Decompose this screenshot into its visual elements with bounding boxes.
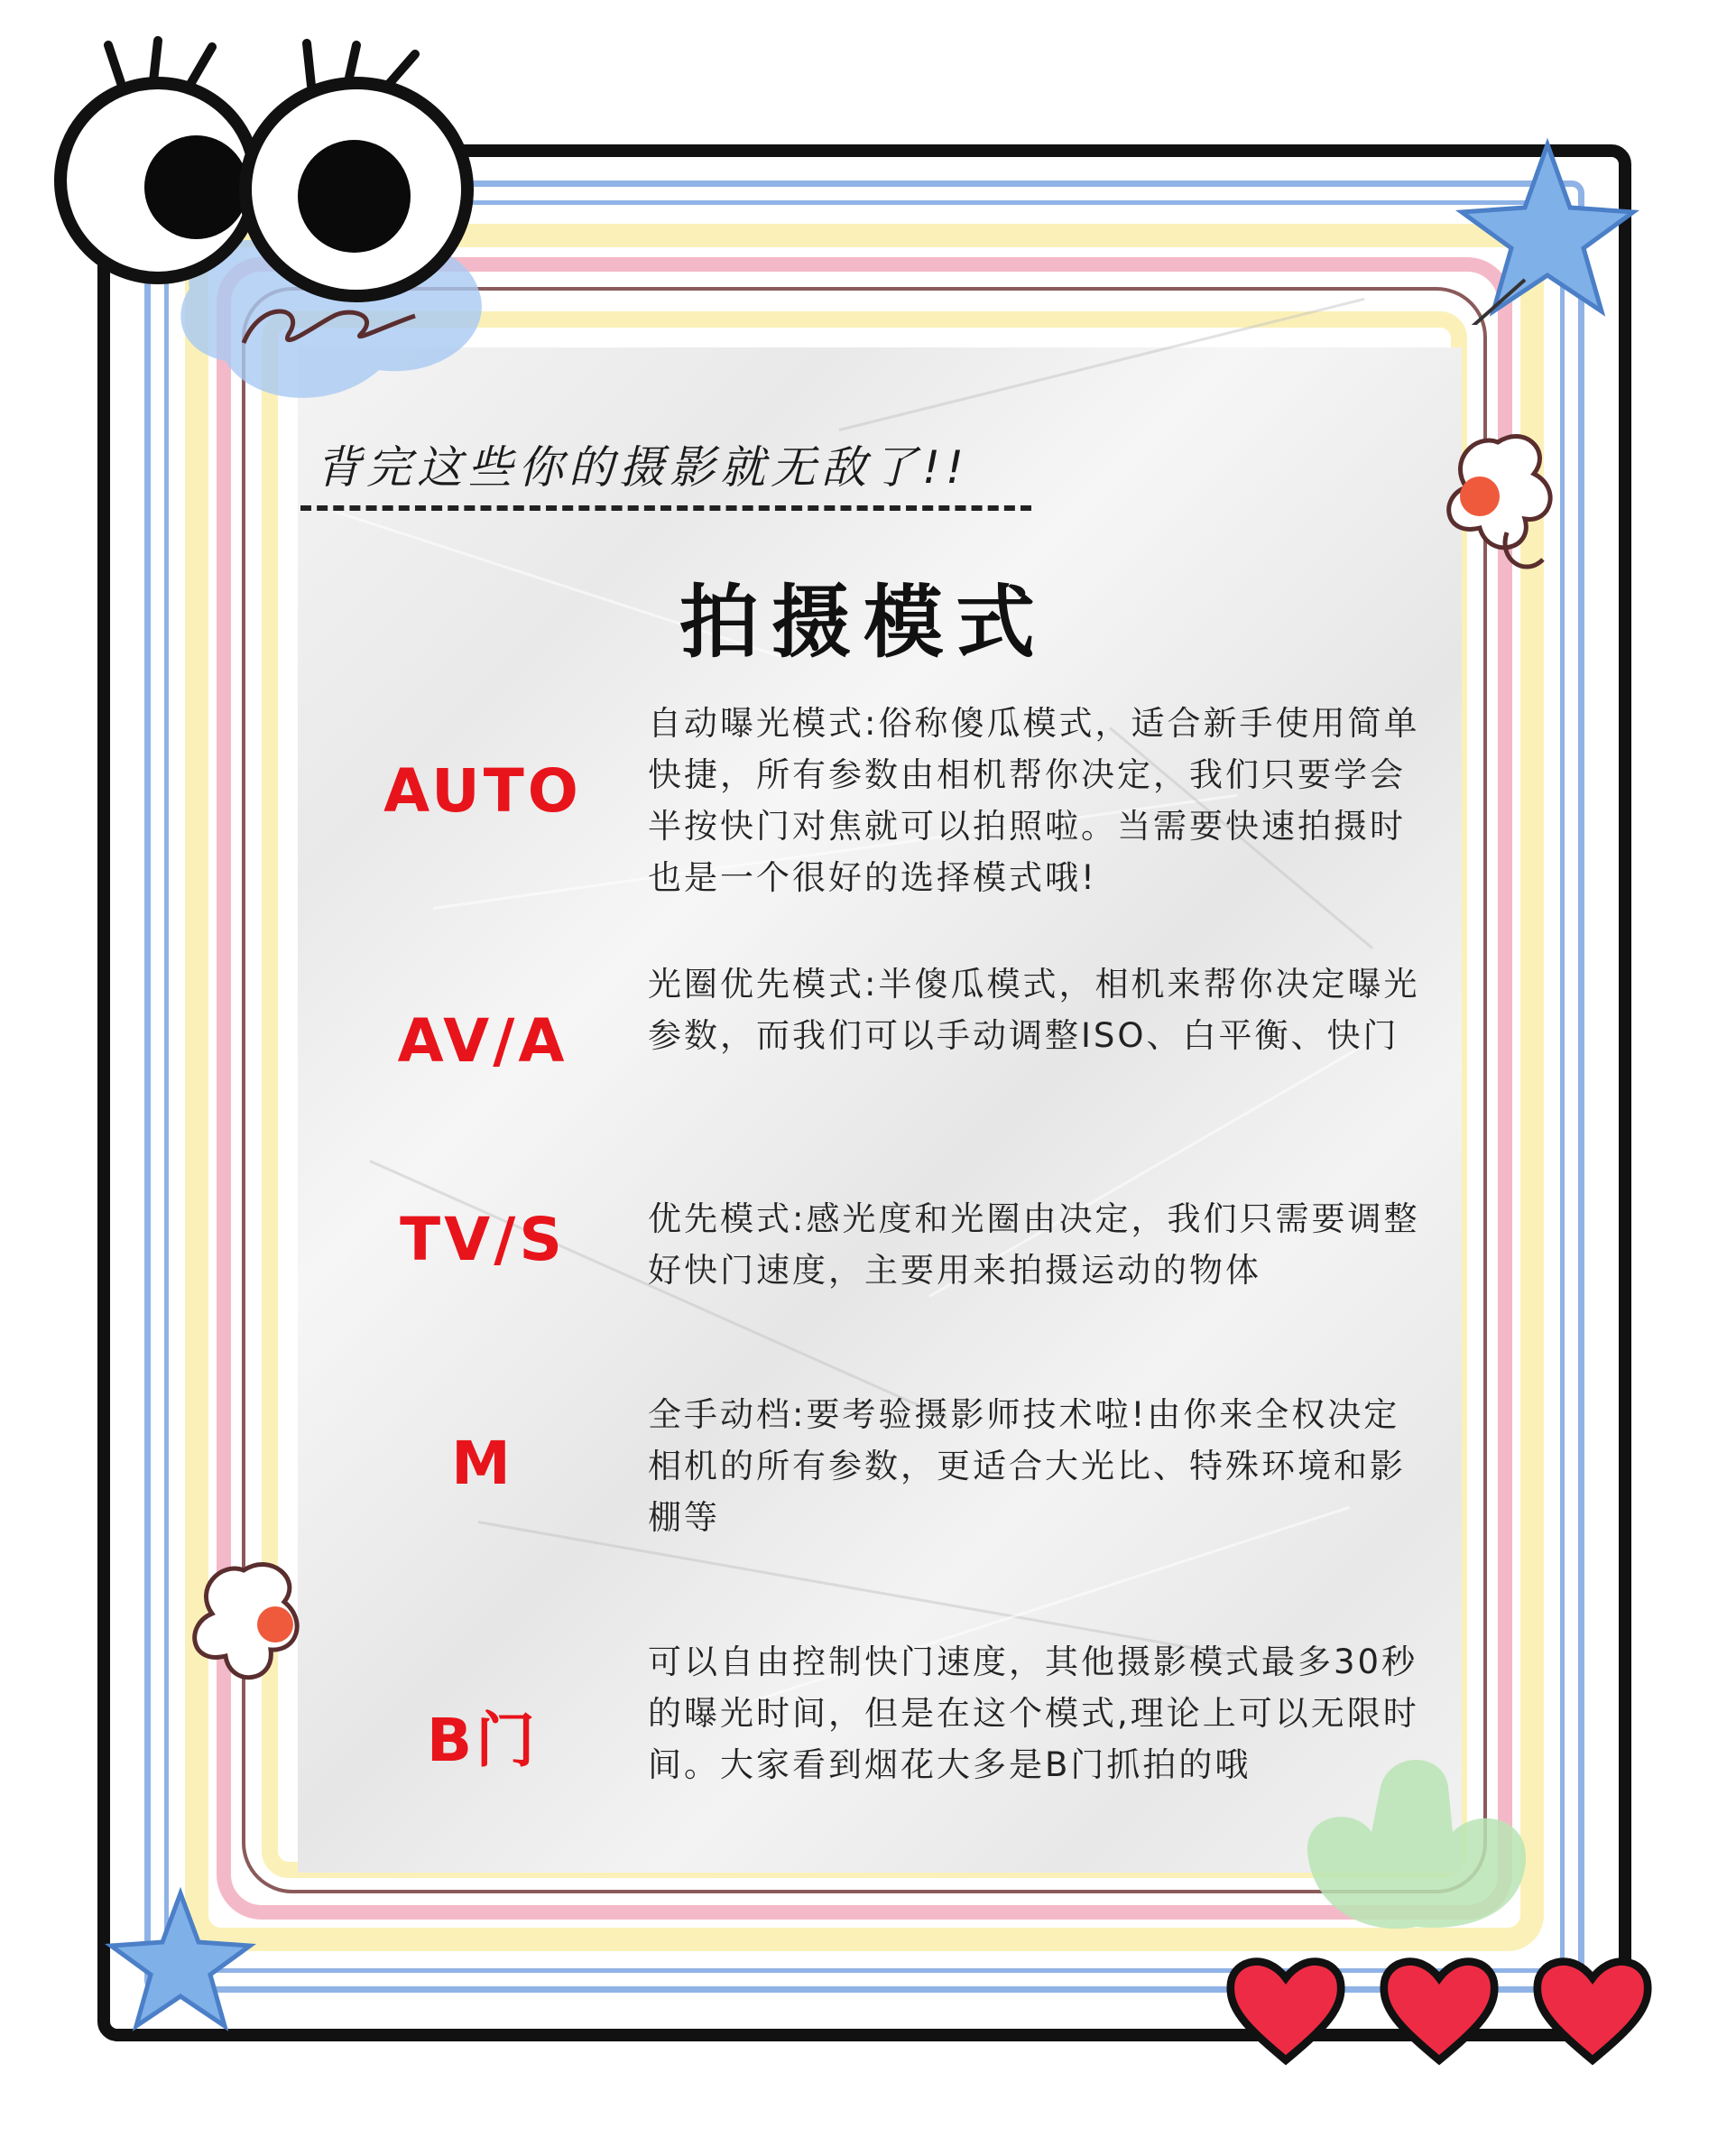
star-icon — [1453, 135, 1642, 325]
page-title: 拍摄模式 — [679, 575, 1048, 669]
mode-description-auto: 自动曝光模式:俗称傻瓜模式，适合新手使用简单快捷，所有参数由相机帮你决定，我们只要学会半按快门对焦就可以拍照啦。当需要快速拍摄时也是一个很好的选择模式哦! — [648, 704, 1420, 897]
dashed-divider — [300, 505, 1031, 511]
mode-description-b: 可以自由控制快门速度，其他摄影模式最多30秒的曝光时间，但是在这个模式,理论上可以无限时间。大家看到烟花大多是B门抓拍的哦 — [648, 1642, 1419, 1784]
mode-label-av: AV/A — [397, 1006, 568, 1076]
heart-icon — [1371, 1949, 1507, 2067]
cactus-icon — [1290, 1733, 1561, 1958]
tagline: 背完这些你的摄影就无敌了!! — [316, 441, 970, 494]
mode-description-m: 全手动档:要考验摄影师技术啦!由你来全权决定相机的所有参数，更适合大光比、特殊环境和影棚等 — [648, 1395, 1406, 1537]
mode-label-b: B门 — [426, 1706, 540, 1775]
heart-icon — [1525, 1949, 1660, 2067]
mode-label-m: M — [451, 1429, 514, 1498]
mode-label-auto: AUTO — [383, 756, 582, 826]
mode-description-av: 光圈优先模式:半傻瓜模式，相机来帮你决定曝光参数，而我们可以手动调整ISO、白平衡、快门 — [648, 965, 1420, 1055]
star-icon — [104, 1886, 257, 2040]
mode-description-tv: 优先模式:感光度和光圈由决定，我们只需要调整好快门速度，主要用来拍摄运动的物体 — [648, 1199, 1420, 1290]
heart-icon — [1218, 1949, 1353, 2067]
flower-icon — [189, 1552, 307, 1706]
flower-icon — [1444, 424, 1561, 587]
mode-label-tv: TV/S — [400, 1205, 566, 1274]
